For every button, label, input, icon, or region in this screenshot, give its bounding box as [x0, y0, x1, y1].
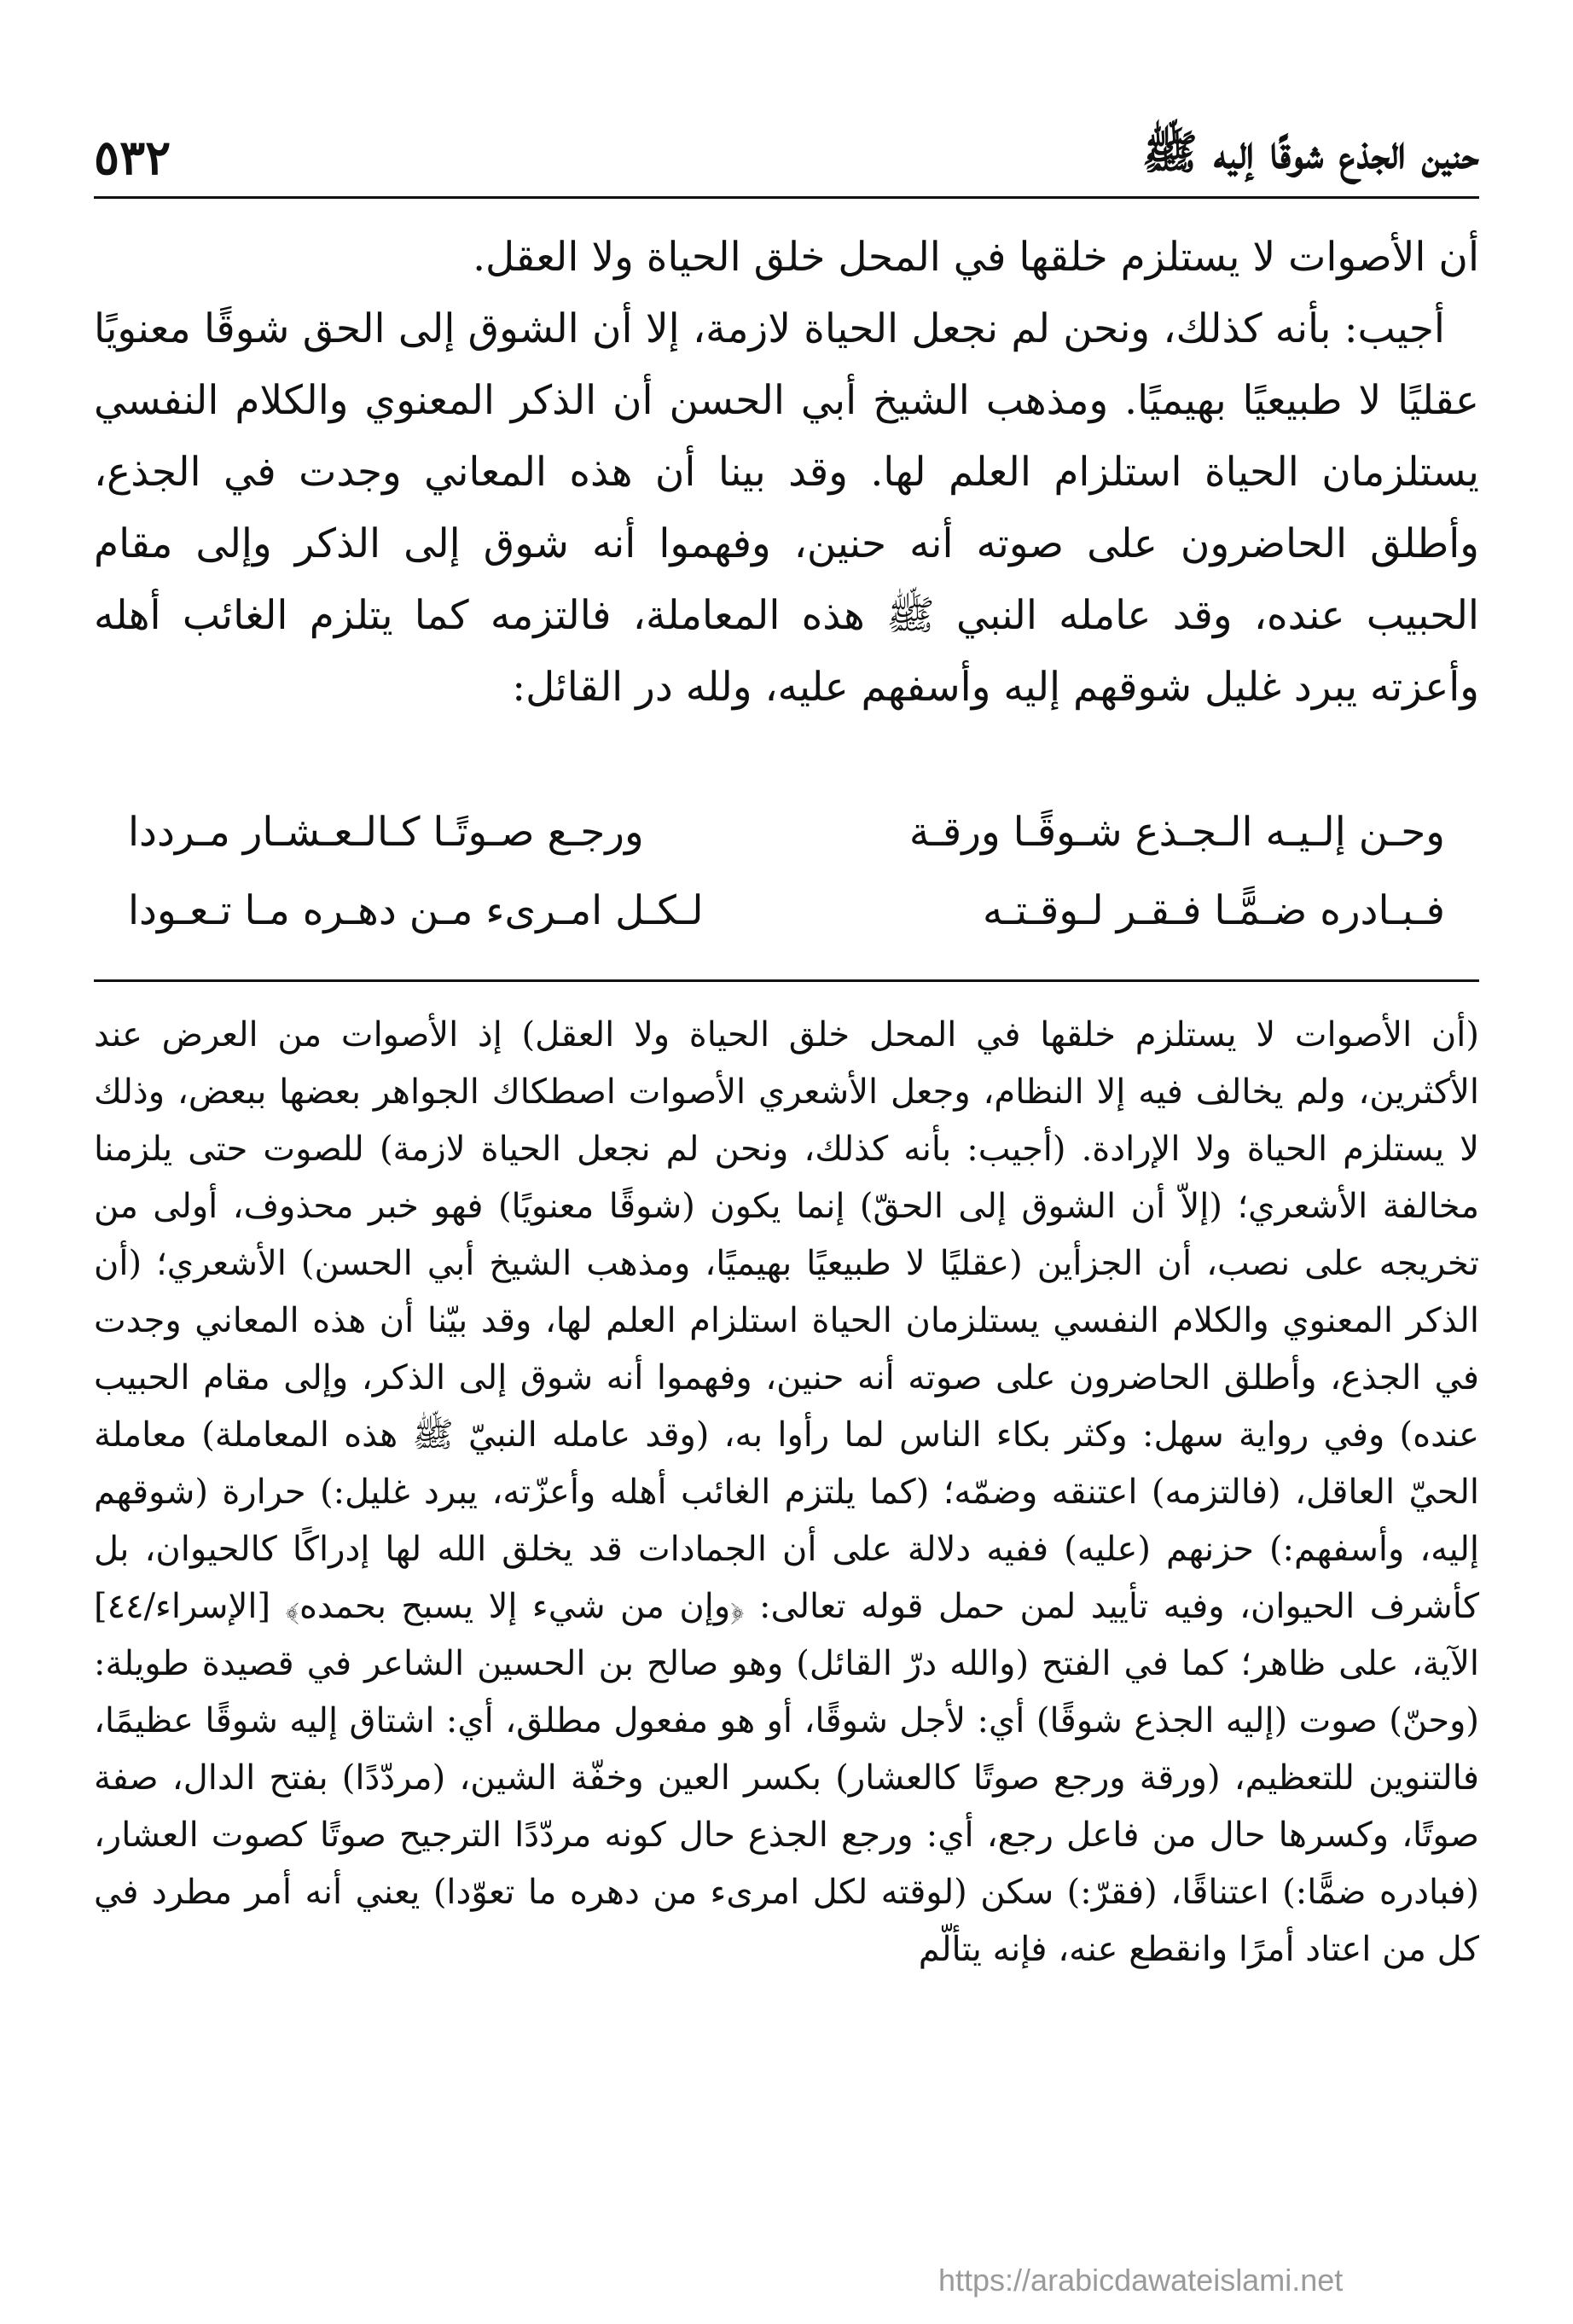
poem-verse-2	[128, 872, 1445, 950]
main-text	[94, 222, 1479, 723]
main-paragraph-1: أن الأصوات لا يستلزم خلقها في المحل خلق الحياة ولا العقل.	[473, 234, 1479, 281]
main-paragraph-2: أجيب: بأنه كذلك، ونحن لم نجعل الحياة لازمة، إلا أن الشوق إلى الحق شوقًا معنويًا عقليًا لا طبيعيًا بهيميًا. ومذهب الشيخ أبي الحسن أن الذكر المعنوي والكلام النفسي يستلزمان الحياة استلزام العلم لها. وقد بينا أن هذه المعاني وجدت في الجذع، وأطلق الحاضرون على صوته أنه حنين، وفهموا أنه شوق إلى الذكر وإلى مقام الحبيب عنده، وقد عامله النبي ﷺ هذه المعاملة، فالتزمه كما يتلزم الغائب أهله وأعزته يبرد غليل شوقهم إليه وأسفهم عليه، ولله در القائل:	[94, 305, 1479, 711]
page-number: ٥٣٢	[94, 130, 171, 186]
verse-2-first-hemistich: فـبـادره ضـمًّـا فـقـر لـوقـتـه	[983, 887, 1445, 934]
poem	[128, 793, 1445, 950]
watermark-url: https://arabicdawateislami.net	[938, 2263, 1344, 2298]
running-title: حنين الجذع شوقًا إليه ﷺ	[1141, 125, 1479, 179]
commentary-paragraph: (أن الأصوات لا يستلزم خلقها في المحل خلق الحياة ولا العقل) إذ الأصوات من العرض عند الأكثرين، ولم يخالف فيه إلا النظام، وجعل الأشعري الأصوات اصطكاك الجواهر بعضها ببعض، وذلك لا يستلزم الحياة ولا الإرادة. (أجيب: بأنه كذلك، ونحن لم نجعل الحياة لازمة) للصوت حتى يلزمنا مخالفة الأشعري؛ (إلاّ أن الشوق إلى الحقّ) إنما يكون (شوقًا معنويًا) فهو خبر محذوف، أولى من تخريجه على نصب، أن الجزأين (عقليًا لا طبيعيًا بهيميًا، ومذهب الشيخ أبي الحسن) الأشعري؛ (أن الذكر المعنوي والكلام النفسي يستلزمان الحياة استلزام العلم لها، وقد بيّنا أن هذه المعاني وجدت في الجذع، وأطلق الحاضرون على صوته أنه حنين، وفهموا أنه شوق إلى الذكر، وإلى مقام الحبيب عنده) وفي رواية سهل: وكثر بكاء الناس لما رأوا به، (وقد عامله النبيّ ﷺ هذه المعاملة) معاملة الحيّ العاقل، (فالتزمه) اعتنقه وضمّه؛ (كما يلتزم الغائب أهله وأعزّته، يبرد غليل:) حرارة (شوقهم إليه، وأسفهم:) حزنهم (عليه) ففيه دلالة على أن الجمادات قد يخلق الله لها إدراكًا كالحيوان، بل كأشرف الحيوان، وفيه تأييد لمن حمل قوله تعالى: ﴿وإن من شيء إلا يسبح بحمده﴾ [الإسراء/٤٤] الآية، على ظاهر؛ كما في الفتح (والله درّ القائل) وهو صالح بن الحسين الشاعر في قصيدة طويلة: (وحنّ) صوت (إليه الجذع شوقًا) أي: لأجل شوقًا، أو هو مفعول مطلق، أي: اشتاق إليه شوقًا عظيمًا، فالتنوين للتعظيم، (ورقة ورجع صوتًا كالعشار) بكسر العين وخفّة الشين، (مردّدًا) بفتح الدال، صفة صوتًا، وكسرها حال من فاعل رجع، أي: ورجع الجذع حال كونه مردّدًا الترجيح صوتًا كصوت العشار، (فبادره ضمًّا:) اعتناقًا، (فقرّ:) سكن (لوقته لكل امرىء من دهره ما تعوّدا) يعني أنه أمر مطرد في كل من اعتاد أمرًا وانقطع عنه، فإنه يتألّم	[94, 1015, 1480, 1969]
poem-verse-1	[128, 793, 1445, 872]
verse-2-second-hemistich: لـكـل امـرىء مـن دهـره مـا تـعـودا	[128, 887, 704, 934]
verse-1-second-hemistich: ورجـع صـوتًـا كـالـعـشـار مـرددا	[128, 809, 644, 856]
page-header	[94, 119, 1479, 199]
verse-1-first-hemistich: وحـن إلـيـه الـجـذع شـوقًـا ورقـة	[908, 809, 1445, 856]
commentary-text	[94, 1007, 1479, 1978]
section-divider	[94, 979, 1479, 982]
